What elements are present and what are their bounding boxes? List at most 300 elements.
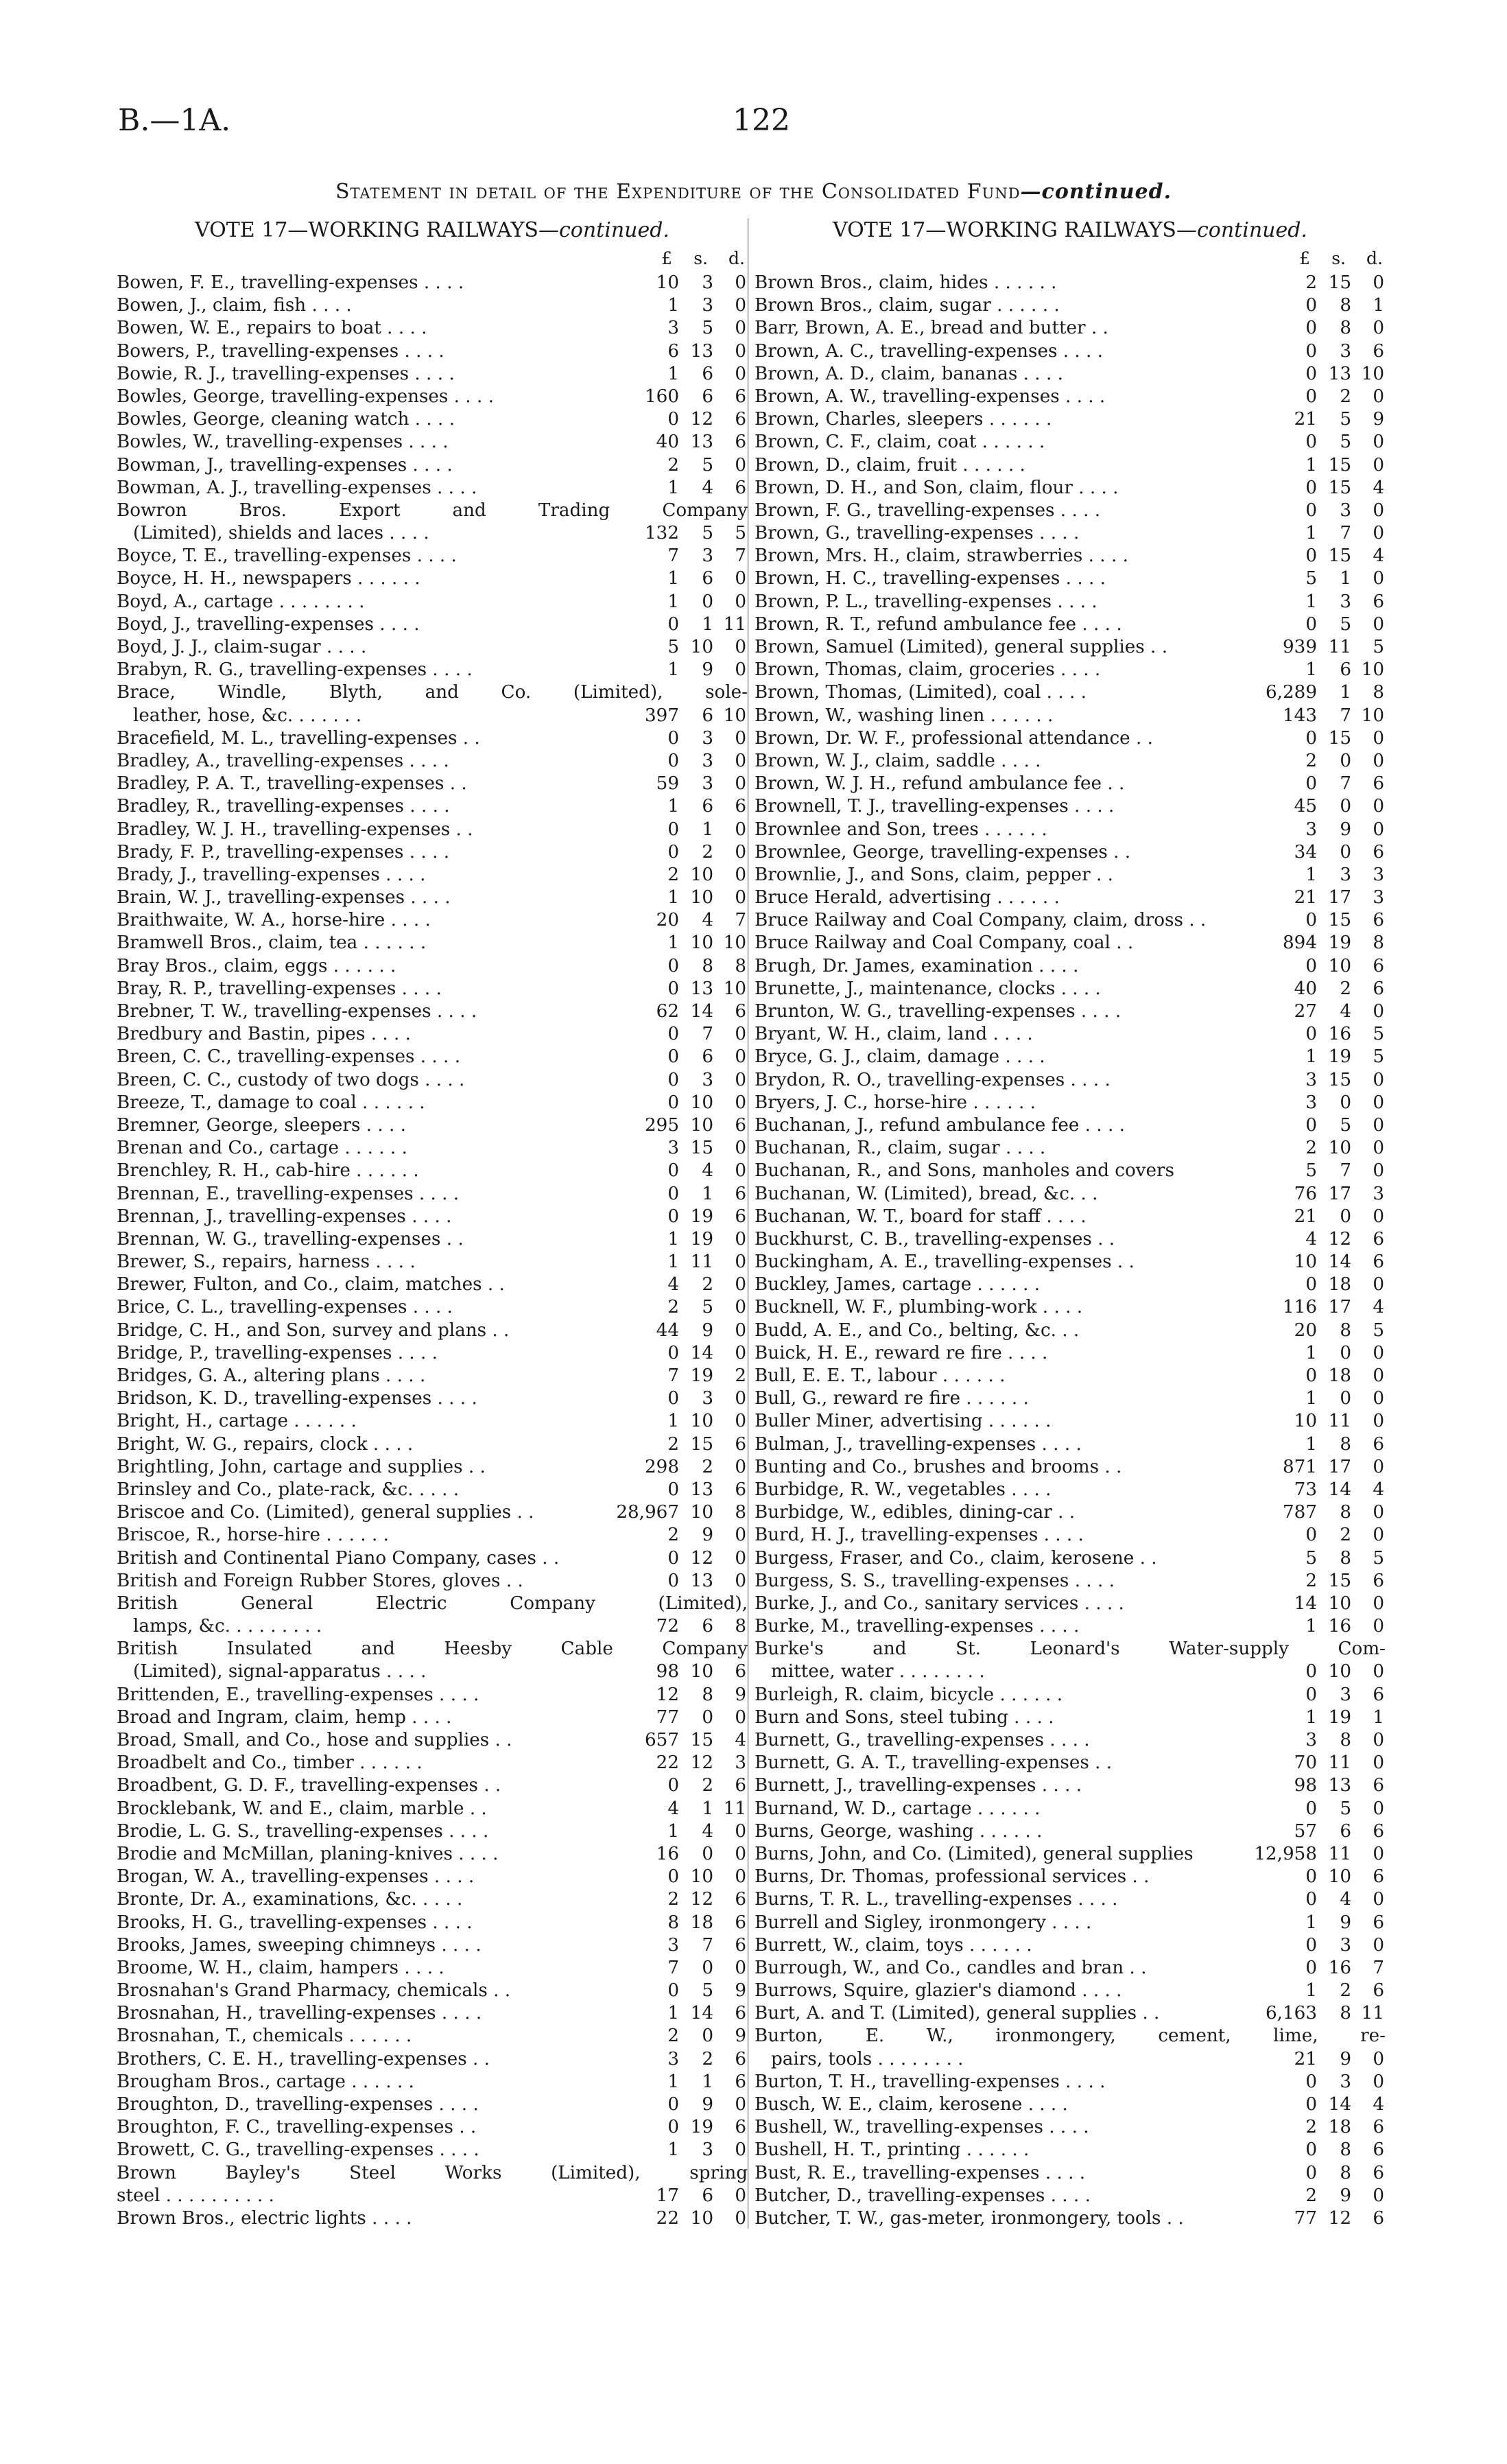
ledger-entry — [117, 1342, 748, 1365]
shillings-amount: 2 — [702, 2048, 713, 2069]
shillings-amount: 10 — [690, 1114, 713, 1136]
ledger-entry — [117, 1365, 748, 1387]
shillings-amount: 10 — [690, 1502, 713, 1523]
entry-label: Bull, E. E. T., labour . . . . . . — [755, 1365, 1006, 1386]
ledger-entry — [755, 1820, 1386, 1843]
pence-amount: 0 — [1373, 1593, 1384, 1614]
shillings-amount: 9 — [702, 1319, 713, 1341]
ledger-entry — [117, 1820, 748, 1843]
ledger-entry — [117, 932, 748, 954]
shillings-amount: 15 — [1328, 1069, 1351, 1090]
entry-label: Burke, J., and Co., sanitary services . . . . — [755, 1593, 1124, 1614]
ledger-entry — [117, 909, 748, 932]
shillings-amount: 15 — [1328, 272, 1351, 293]
pence-amount: 0 — [1373, 2071, 1384, 2092]
pounds-amount: 34 — [1294, 841, 1317, 863]
pounds-amount: 12,958 — [1254, 1843, 1317, 1864]
ledger-entry — [117, 1570, 748, 1593]
shillings-amount: 0 — [702, 1843, 713, 1864]
pence-amount: 0 — [1373, 1274, 1384, 1295]
pounds-amount: 0 — [667, 1547, 679, 1569]
shillings-amount: 2 — [1340, 386, 1351, 407]
ledger-entry — [755, 1570, 1386, 1593]
ledger-entry — [755, 1593, 1386, 1615]
shillings-amount: 3 — [1340, 1934, 1351, 1956]
pounds-amount: 0 — [1305, 2071, 1317, 2092]
entry-label: Bridson, K. D., travelling-expenses . . . . — [117, 1388, 477, 1409]
shillings-amount: 11 — [1328, 1752, 1351, 1774]
ledger-entry — [755, 1137, 1386, 1160]
ledger-entry — [117, 1957, 748, 1980]
ledger-entry — [117, 705, 748, 727]
pounds-amount: 1 — [1305, 1706, 1317, 1728]
pence-amount: 0 — [1373, 1138, 1384, 1159]
pence-amount: 0 — [1373, 318, 1384, 339]
ledger-entry — [117, 1410, 748, 1433]
pounds-amount: 3 — [667, 2048, 679, 2069]
pence-amount: 0 — [1373, 272, 1384, 293]
pence-amount: 8 — [1373, 682, 1384, 703]
pounds-amount: 0 — [1305, 613, 1317, 635]
pence-amount: 0 — [735, 1274, 746, 1295]
pence-amount: 5 — [1373, 1046, 1384, 1068]
pence-amount: 0 — [735, 1706, 746, 1728]
ledger-entry — [117, 613, 748, 636]
pence-amount: 6 — [735, 2003, 746, 2024]
pounds-amount: 59 — [656, 773, 679, 795]
shillings-amount: 8 — [1340, 1730, 1351, 1750]
pence-amount: 10 — [1361, 659, 1384, 681]
pounds-amount: 4 — [667, 1798, 679, 1819]
shillings-amount: 6 — [702, 386, 713, 407]
ledger-entry — [117, 1092, 748, 1114]
pounds-amount: 295 — [645, 1114, 679, 1136]
entry-label: Bowen, J., claim, fish . . . . — [117, 295, 352, 316]
pounds-amount: 1 — [667, 796, 679, 817]
entry-label: Burgess, Fraser, and Co., claim, kerosene . . — [755, 1547, 1157, 1569]
shillings-amount: 13 — [690, 1479, 713, 1500]
entry-label: Brocklebank, W. and E., claim, marble . . — [117, 1798, 487, 1819]
ledger-entry — [117, 1069, 748, 1092]
pounds-amount: 2 — [667, 1889, 679, 1910]
pence-amount: 6 — [1373, 955, 1384, 976]
entry-label: Breeze, T., damage to coal . . . . . . — [117, 1092, 425, 1113]
shillings-amount: 10 — [1328, 955, 1351, 976]
entry-label: Brosnahan, H., travelling-expenses . . . . — [117, 2003, 482, 2024]
entry-label: British and Foreign Rubber Stores, gloves . . — [117, 1570, 523, 1591]
entry-label: Bradley, P. A. T., travelling-expenses . . — [117, 773, 467, 795]
shillings-amount: 8 — [1340, 1547, 1351, 1569]
entry-label: Bruce Herald, advertising . . . . . . — [755, 887, 1060, 908]
pounds-amount: 1 — [667, 2003, 679, 2024]
pence-amount: 6 — [1373, 1912, 1384, 1933]
ledger-entry — [117, 1433, 748, 1456]
pounds-amount: 10 — [1294, 1252, 1317, 1273]
pounds-amount: 6,289 — [1266, 682, 1317, 703]
shillings-amount: 15 — [690, 1730, 713, 1750]
entry-label: Burns, T. R. L., travelling-expenses . . . . — [755, 1889, 1118, 1910]
ledger-entry — [117, 2207, 748, 2230]
pounds-amount: 22 — [656, 1752, 679, 1774]
ledger-entry — [755, 1888, 1386, 1911]
ledger-entry — [117, 1251, 748, 1274]
shillings-amount: 10 — [690, 1092, 713, 1113]
entry-label: Brown, W. J. H., refund ambulance fee . . — [755, 773, 1125, 795]
pounds-amount: 21 — [1294, 1206, 1317, 1227]
pounds-amount: 22 — [656, 2207, 679, 2229]
pence-amount: 6 — [735, 1183, 746, 1204]
entry-label: Bridge, P., travelling-expenses . . . . — [117, 1342, 438, 1363]
pence-amount: 0 — [1373, 432, 1384, 453]
pounds-amount: 1 — [667, 887, 679, 908]
pounds-amount: 6,163 — [1266, 2003, 1317, 2024]
ledger-entry — [117, 1296, 748, 1319]
entry-label: Bulman, J., travelling-expenses . . . . — [755, 1433, 1082, 1455]
pounds-amount: 0 — [667, 2117, 679, 2138]
entry-label: Bradley, A., travelling-expenses . . . . — [117, 750, 449, 771]
ledger-entry — [755, 1228, 1386, 1251]
pence-amount: 0 — [735, 2185, 746, 2206]
shillings-amount: 18 — [1328, 2117, 1351, 2138]
shillings-amount: 6 — [702, 568, 713, 589]
shillings-amount: 15 — [1328, 727, 1351, 749]
entry-label: Burnand, W. D., cartage . . . . . . — [755, 1798, 1041, 1819]
pounds-amount: 3 — [667, 318, 679, 339]
shillings-amount: 12 — [1328, 1228, 1351, 1249]
shillings-amount: 2 — [1340, 1980, 1351, 2002]
pounds-amount: 787 — [1283, 1502, 1317, 1523]
entry-label: Bradley, W. J. H., travelling-expenses . . — [117, 819, 473, 840]
shillings-amount: 5 — [702, 318, 713, 339]
shillings-amount: 5 — [702, 1980, 713, 2002]
pence-amount: 0 — [1373, 1730, 1384, 1750]
shillings-amount: 2 — [702, 1775, 713, 1796]
ledger-entry — [117, 795, 748, 818]
pence-amount: 6 — [1373, 1252, 1384, 1273]
entry-label: Broad and Ingram, claim, hemp . . . . — [117, 1706, 452, 1728]
shillings-amount: 12 — [1328, 2207, 1351, 2229]
pence-amount: 0 — [735, 1570, 746, 1591]
pounds-amount: 17 — [656, 2185, 679, 2206]
pence-amount: 8 — [1373, 932, 1384, 954]
shillings-amount: 0 — [1340, 1092, 1351, 1113]
pence-amount: 10 — [1361, 363, 1384, 384]
entry-label: Bushell, H. T., printing . . . . . . — [755, 2139, 1030, 2161]
entry-label: Buchanan, W. (Limited), bread, &c. . . — [755, 1183, 1098, 1204]
entry-label: Brown, F. G., travelling-expenses . . . . — [755, 500, 1101, 521]
pounds-amount: 0 — [667, 978, 679, 999]
ledger-entry — [117, 1684, 748, 1706]
pence-amount: 6 — [1373, 1684, 1384, 1705]
vote-heading — [117, 218, 748, 248]
entry-label: Brown, W. J., claim, saddle . . . . — [755, 750, 1041, 771]
ledger-entry — [117, 1137, 748, 1160]
ledger-entry — [755, 773, 1386, 795]
entry-label: Buckley, James, cartage . . . . . . — [755, 1274, 1041, 1295]
pounds-amount: 0 — [1305, 1114, 1317, 1136]
shillings-amount: 8 — [1340, 295, 1351, 316]
ledger-entry — [755, 272, 1386, 294]
pounds-amount: 3 — [667, 1138, 679, 1159]
shillings-amount: 8 — [1340, 1433, 1351, 1455]
ledger-entry — [755, 1774, 1386, 1797]
pounds-amount: 1 — [667, 1820, 679, 1842]
shillings-amount: 3 — [1340, 864, 1351, 885]
pounds-amount: 657 — [645, 1730, 679, 1750]
shillings-amount: 13 — [1328, 1775, 1351, 1796]
pence-amount: 0 — [1373, 454, 1384, 476]
shillings-amount: 3 — [1340, 1684, 1351, 1705]
entry-label: Buckhurst, C. B., travelling-expenses . . — [755, 1228, 1115, 1249]
pounds-amount: 1 — [1305, 1388, 1317, 1409]
entry-label: Brown, A. C., travelling-expenses . . . . — [755, 340, 1104, 362]
entry-label: Burrett, W., claim, toys . . . . . . — [755, 1934, 1032, 1956]
shillings-amount: 10 — [690, 1411, 713, 1432]
ledger-entry — [755, 477, 1386, 500]
pence-amount: 5 — [1373, 637, 1384, 657]
pounds-amount: 143 — [1283, 705, 1317, 726]
pounds-amount: 2 — [667, 454, 679, 476]
ledger-entry — [755, 1319, 1386, 1342]
shillings-amount: 8 — [702, 955, 713, 976]
ledger-entry — [117, 545, 748, 567]
entry-label: Bust, R. E., travelling-expenses . . . . — [755, 2162, 1086, 2183]
pence-amount: 6 — [1373, 1980, 1384, 2002]
ledger-entry — [755, 1092, 1386, 1114]
shillings-amount: 4 — [1340, 1001, 1351, 1022]
pounds-amount: 0 — [1305, 773, 1317, 795]
shillings-amount: 15 — [1328, 1570, 1351, 1591]
pounds-amount: 1 — [667, 568, 679, 589]
vote-title: VOTE 17—WORKING RAILWAYS — [195, 218, 538, 242]
pounds-amount: 40 — [1294, 978, 1317, 999]
pounds-amount: 1 — [1305, 523, 1317, 544]
pence-amount: 3 — [735, 1752, 746, 1774]
ledger-entry — [117, 887, 748, 909]
pounds-amount: 76 — [1294, 1183, 1317, 1204]
pounds-amount: 0 — [1305, 1525, 1317, 1546]
pence-amount: 0 — [735, 1252, 746, 1273]
ledger-entry — [755, 955, 1386, 978]
entry-label: Bradley, R., travelling-expenses . . . . — [117, 796, 450, 817]
entry-label: Brownlie, J., and Sons, claim, pepper . . — [755, 864, 1113, 885]
pence-amount: 2 — [735, 1365, 746, 1386]
shillings-amount: 12 — [690, 1889, 713, 1910]
pence-amount: 5 — [1373, 1547, 1384, 1569]
entry-label: Bryce, G. J., claim, damage . . . . — [755, 1046, 1045, 1068]
pounds-amount: 1 — [1305, 591, 1317, 612]
ledger-entry — [755, 932, 1386, 954]
shillings-amount: 5 — [1340, 1114, 1351, 1136]
pounds-amount: 16 — [656, 1843, 679, 1864]
entry-label: Brown, G., travelling-expenses . . . . — [755, 523, 1080, 544]
pounds-amount: 10 — [1294, 1411, 1317, 1432]
entry-label: Breen, C. C., custody of two dogs . . . . — [117, 1069, 465, 1090]
shillings-unit: s. — [693, 248, 708, 268]
pounds-amount: 894 — [1283, 932, 1317, 954]
pence-amount: 6 — [1373, 2117, 1384, 2138]
entry-label: Broome, W. H., claim, hampers . . . . — [117, 1957, 444, 1978]
shillings-amount: 3 — [702, 2139, 713, 2161]
pounds-amount: 0 — [667, 1342, 679, 1363]
entry-label: Brothers, C. E. H., travelling-expenses . . — [117, 2048, 490, 2069]
ledger-entry — [755, 1706, 1386, 1729]
entry-label: Bowles, W., travelling-expenses . . . . — [117, 432, 449, 453]
entry-label: Brownlee and Son, trees . . . . . . — [755, 819, 1047, 840]
ledger-entry — [117, 1524, 748, 1547]
pounds-amount: 0 — [1305, 1957, 1317, 1978]
entry-label: Butcher, D., travelling-expenses . . . . — [755, 2185, 1091, 2206]
entry-label: Burrough, W., and Co., candles and bran . . — [755, 1957, 1147, 1978]
pounds-amount: 0 — [667, 1183, 679, 1204]
ledger-entry — [117, 340, 748, 363]
pounds-amount: 2 — [1305, 750, 1317, 771]
pounds-amount: 1 — [667, 295, 679, 316]
pence-amount: 6 — [735, 432, 746, 453]
pounds-amount: 72 — [656, 1616, 679, 1637]
ledger-entry — [117, 1456, 748, 1479]
entry-label: Bruce Railway and Coal Company, coal . . — [755, 932, 1134, 954]
pence-amount: 0 — [1373, 1206, 1384, 1227]
pounds-amount: 98 — [656, 1661, 679, 1682]
shillings-amount: 0 — [702, 2026, 713, 2047]
pence-amount: 6 — [735, 1912, 746, 1933]
entry-label: Briscoe, R., horse-hire . . . . . . — [117, 1525, 389, 1546]
pence-amount: 0 — [1373, 1798, 1384, 1819]
pence-unit: d. — [1366, 248, 1383, 268]
shillings-amount: 19 — [690, 1365, 713, 1386]
entry-label: Bracefield, M. L., travelling-expenses . . — [117, 727, 480, 749]
ledger-entry — [755, 659, 1386, 681]
pence-amount: 10 — [1361, 705, 1384, 726]
pence-amount: 6 — [1373, 1433, 1384, 1455]
pounds-amount: 0 — [1305, 432, 1317, 453]
entry-label: Brunton, W. G., travelling-expenses . . . . — [755, 1001, 1122, 1022]
ledger-entry — [117, 1160, 748, 1182]
pence-amount: 0 — [735, 819, 746, 840]
pounds-amount: 73 — [1294, 1479, 1317, 1500]
pence-amount: 6 — [735, 796, 746, 817]
ledger-entry — [755, 1980, 1386, 2002]
pence-amount: 7 — [735, 545, 746, 567]
shillings-amount: 19 — [1328, 1046, 1351, 1068]
shillings-amount: 8 — [1340, 318, 1351, 339]
entry-label: Browett, C. G., travelling-expenses . . . . — [117, 2139, 479, 2161]
shillings-amount: 4 — [702, 1820, 713, 1842]
pence-amount: 0 — [735, 773, 746, 795]
entry-label: Brown, Mrs. H., claim, strawberries . . . . — [755, 545, 1128, 567]
shillings-amount: 9 — [1340, 819, 1351, 840]
entry-label: Bridge, C. H., and Son, survey and plans . . — [117, 1319, 510, 1341]
pence-unit: d. — [728, 248, 745, 268]
vote-continued: —continued. — [1176, 218, 1307, 242]
pounds-amount: 7 — [667, 1957, 679, 1978]
ledger-entry — [755, 1866, 1386, 1888]
ledger-entry — [755, 1000, 1386, 1023]
pounds-amount: 0 — [1305, 386, 1317, 407]
ledger-entry — [755, 2071, 1386, 2093]
entry-label: Barr, Brown, A. E., bread and butter . . — [755, 318, 1108, 339]
entry-label: Buick, H. E., reward re fire . . . . — [755, 1342, 1048, 1363]
ledger-entry — [117, 1638, 748, 1661]
pence-amount: 6 — [735, 386, 746, 407]
pence-amount: 0 — [735, 1820, 746, 1842]
pence-amount: 4 — [1373, 2094, 1384, 2115]
pounds-amount: 2 — [1305, 272, 1317, 293]
ledger-entry — [117, 864, 748, 887]
ledger-entry — [755, 1501, 1386, 1524]
shillings-amount: 10 — [1328, 1661, 1351, 1682]
pence-amount: 0 — [1373, 568, 1384, 589]
ledger-entry — [755, 705, 1386, 727]
shillings-amount: 9 — [702, 659, 713, 681]
entry-label: Burke's and St. Leonard's Water-supply Com- — [755, 1639, 1386, 1660]
pence-amount: 0 — [1373, 1752, 1384, 1774]
pence-amount: 0 — [735, 591, 746, 612]
ledger-entry — [117, 659, 748, 681]
entry-label: Brosnahan's Grand Pharmacy, chemicals . . — [117, 1980, 511, 2002]
entry-label: Breen, C. C., travelling-expenses . . . . — [117, 1046, 461, 1068]
shillings-amount: 7 — [1340, 773, 1351, 795]
pence-amount: 0 — [735, 1957, 746, 1978]
shillings-amount: 1 — [702, 613, 713, 635]
entry-label: Brown, Thomas, claim, groceries . . . . — [755, 659, 1101, 681]
pence-amount: 6 — [1373, 1866, 1384, 1888]
ledger-entry — [755, 1752, 1386, 1774]
pence-amount: 0 — [1373, 727, 1384, 749]
pounds-amount: 0 — [1305, 500, 1317, 521]
pence-amount: 0 — [735, 340, 746, 362]
pounds-amount: 2 — [1305, 2117, 1317, 2138]
pounds-amount: 0 — [667, 1570, 679, 1591]
pence-amount: 0 — [1373, 819, 1384, 840]
entry-label: Brown, A. D., claim, bananas . . . . — [755, 363, 1063, 384]
pence-amount: 5 — [1373, 1319, 1384, 1341]
shillings-amount: 0 — [1340, 1388, 1351, 1409]
pounds-amount: 2 — [667, 1525, 679, 1546]
pounds-amount: 5 — [667, 637, 679, 657]
pounds-amount: 70 — [1294, 1752, 1317, 1774]
pounds-amount: 14 — [1294, 1593, 1317, 1614]
ledger-entry — [755, 978, 1386, 1000]
money-unit-header — [117, 248, 748, 272]
pence-amount: 0 — [735, 727, 746, 749]
entry-label: Boyd, J. J., claim-sugar . . . . — [117, 637, 367, 657]
entry-label: British General Electric Company (Limited), — [117, 1593, 748, 1614]
entry-label: Briscoe and Co. (Limited), general supplies . . — [117, 1502, 534, 1523]
shillings-amount: 13 — [690, 978, 713, 999]
shillings-amount: 3 — [702, 1388, 713, 1409]
pounds-amount: 2 — [1305, 2185, 1317, 2206]
entry-label: Buchanan, J., refund ambulance fee . . . . — [755, 1114, 1125, 1136]
entry-label: Brennan, J., travelling-expenses . . . . — [117, 1206, 452, 1227]
entry-label: Bowie, R. J., travelling-expenses . . . . — [117, 363, 455, 384]
ledger-entry — [755, 841, 1386, 864]
entry-label: Burleigh, R. claim, bicycle . . . . . . — [755, 1684, 1063, 1705]
entry-label: Brace, Windle, Blyth, and Co. (Limited), sole- — [117, 682, 748, 703]
ledger-entry — [117, 773, 748, 795]
shillings-amount: 15 — [690, 1433, 713, 1455]
ledger-entry — [755, 522, 1386, 545]
entry-label: Buckingham, A. E., travelling-expenses . . — [755, 1252, 1135, 1273]
ledger-entry — [117, 1274, 748, 1296]
shillings-amount: 18 — [1328, 1365, 1351, 1386]
ledger-entry — [117, 363, 748, 386]
shillings-amount: 3 — [1340, 340, 1351, 362]
entry-label: Bunting and Co., brushes and brooms . . — [755, 1456, 1122, 1477]
entry-label: Burton, E. W., ironmongery, cement, lime, re- — [755, 2026, 1386, 2047]
pounds-amount: 20 — [1294, 1319, 1317, 1341]
